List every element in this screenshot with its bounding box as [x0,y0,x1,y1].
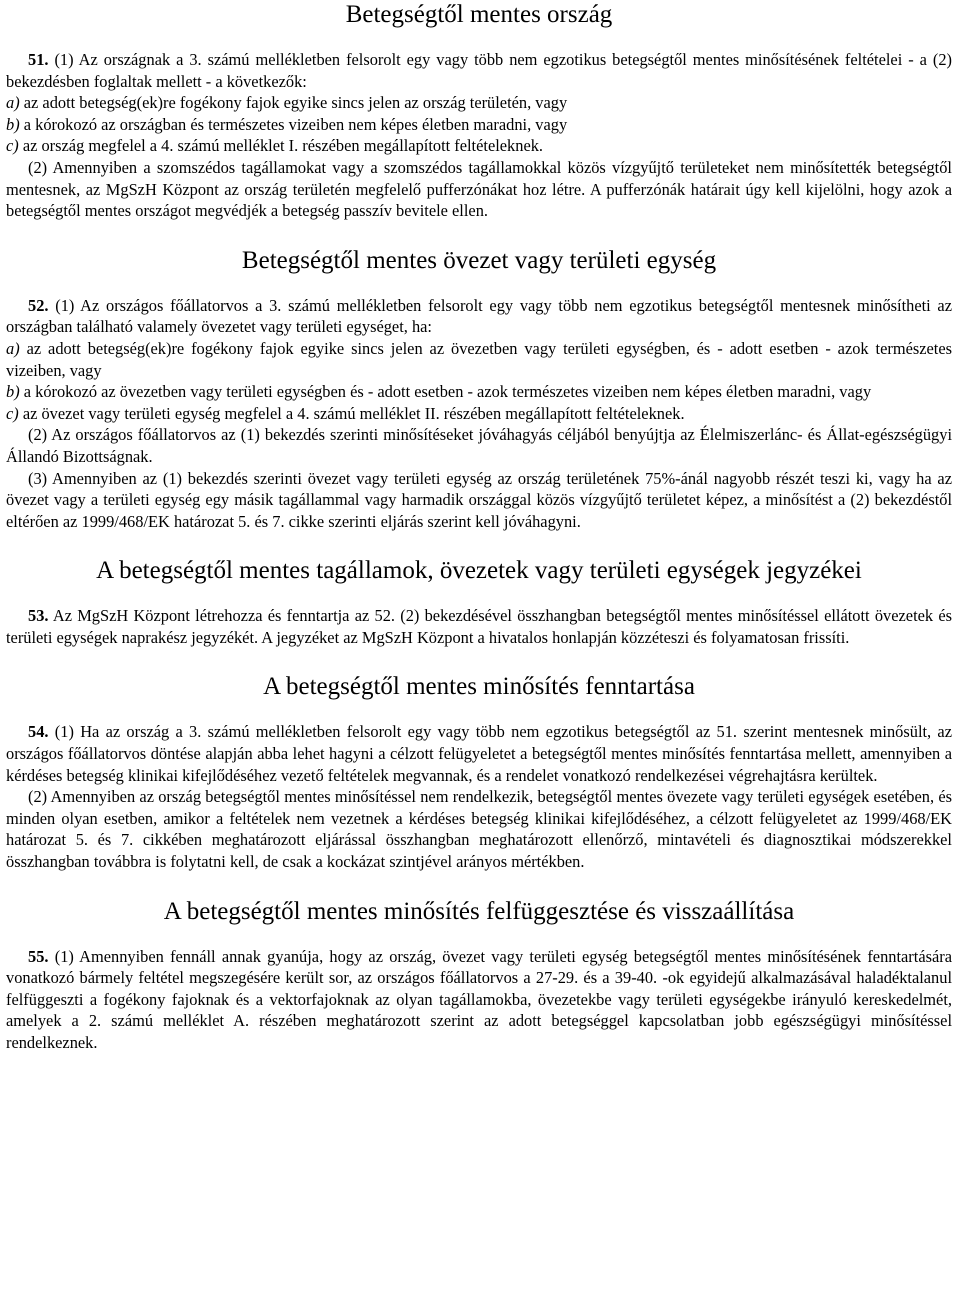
s52-b-label: b) [6,382,20,402]
s51-item-a [6,92,952,114]
s51-item-b [6,114,952,136]
s55-p1-text: (1) Amennyiben fennáll annak gyanúja, hogy az ország, övezet vagy területi egység betegségtől mentes minősítésének fenntartására vonatkozó bármely feltétel megszegésére került sor, az országos főállatorvos a 27-29. és a 39-40. -ok egyidejű alkalmazásával haladéktalanul felfüggeszti a fogékony fajoknak és a vektorfajoknak az olyan tagállamokba, övezetekbe vagy területi egységekbe irányuló kereskedelmét, amelyek a 2. számú melléklet A. részében meghatározott szerint az adott betegséggel kapcsolatban jobb egészségügyi minősítéssel rendelkeznek. [6,946,952,1052]
s51-item-c [6,135,952,157]
s52-p1-text: (1) Az országos főállatorvos a 3. számú mellékletben felsorolt egy vagy több nem egzotikus betegségtől mentesnek minősítheti az országban található valamely övezetet vagy területi egységet, ha: [6,295,952,337]
s52-number: 52. [28,295,49,315]
s53-number: 53. [28,606,49,626]
s54-p1-text: (1) Ha az ország a 3. számú mellékletben felsorolt egy vagy több nem egzotikus betegségtől az 51. szerint mentesnek minősült, az országos főállatorvos döntése alapján abba lehet hagyni a célzott felügyeletet a betegségtől mentes minősítés fenntartása mellett, amennyiben a kérdéses betegség klinikai kifejlődéséhez vezető feltételek megvannak, és a rendelet vonatkozó rendelkezései végrehajtásra kerültek. [6,722,952,785]
section-53 [6,605,952,648]
s52-b-text: a kórokozó az övezetben vagy területi egységben és - adott esetben - azok természetes vizeiben nem képes életben maradni, vagy [23,382,872,402]
section-51 [6,49,952,222]
s54-paragraph-2: (2) Amennyiben az ország betegségtől mentes minősítéssel nem rendelkezik, betegségtől mentes övezete vagy területi egységek esetében, és minden olyan esetben, amikor a feltételek nem vezetnek a kérdéses betegség klinikai kifejlődéséhez, a célzott felügyeletet az 1999/468/EK határozat 5. és 7. cikkében meghatározott eljárással összhangban meghatározott ellenőrző, mintavételi és diagnosztikai módszerekkel összhangban továbbra is folytatni kell, de csak a kockázat szintjével arányos mértékben. [6,787,952,872]
section-54 [6,721,952,872]
s52-c-label: c) [6,403,19,423]
s55-paragraph-1 [6,946,952,1054]
section-heading-fenntartas: A betegségtől mentes minősítés fenntartása [263,673,695,701]
s52-item-b [6,381,952,403]
s51-paragraph-1 [6,49,952,92]
s51-paragraph-2: (2) Amennyiben a szomszédos tagállamokat vagy a szomszédos tagállamokkal közös vízgyűjtő területeket nem minősítették betegségtől mentesnek, az MgSzH Központ az ország területén megfelelő pufferzónákat hoz létre. A pufferzónák határait úgy kell kijelölni, hogy azok a betegségtől mentes országot megvédjék a betegség passzív bevitele ellen. [6,157,952,221]
s51-c-label: c) [6,136,19,156]
s51-number: 51. [28,50,49,69]
s51-b-label: b) [6,114,20,134]
s52-c-text: az övezet vagy területi egység megfelel a 4. számú melléklet II. részében megállapított feltételeknek. [22,403,685,423]
s53-paragraph-1 [6,605,952,648]
s51-a-text: az adott betegség(ek)re fogékony fajok egyike sincs jelen az ország területén, vagy [23,93,568,113]
s52-paragraph-2: (2) Az országos főállatorvos az (1) bekezdés szerinti minősítéseket jóváhagyás céljából benyújtja az Élelmiszerlánc- és Állat-egészségügyi Állandó Bizottságnak. [6,425,952,466]
s51-a-label: a) [6,93,20,113]
s52-paragraph-3: (3) Amennyiben az (1) bekezdés szerinti övezet vagy területi egység az ország területének 75%-ánál nagyobb részét teszi ki, vagy ha az övezet vagy a területi egység egy másik tagállammal vagy harmadik országgal közös vízgyűjtő területet képez, a minősítést a (2) bekezdéstől eltérően az 1999/468/EK határozat 5. és 7. cikke szerinti eljárás szerint kell jóváhagyni. [6,468,952,531]
section-heading-mentes-ovezet: Betegségtől mentes övezet vagy területi egység [241,246,717,274]
section-heading-jegyzekek: A betegségtől mentes tagállamok, övezetek vagy területi egységek jegyzékei [96,557,862,585]
section-55 [6,946,952,1054]
s52-a-text: az adott betegség(ek)re fogékony fajok egyike sincs jelen az övezetben vagy területi egységben, és - adott esetben - azok természetes vizeiben, vagy [6,338,952,380]
section-heading-felfuggesztes: A betegségtől mentes minősítés felfüggesztése és visszaállítása [163,897,795,925]
section-52 [6,295,952,533]
s53-p1-text: Az MgSzH Központ létrehozza és fenntartja az 52. (2) bekezdésével összhangban betegségtől mentes minősítéssel ellátott övezetek és területi egységek naprakész jegyzékét. A jegyzéket az MgSzH Központ a hivatalos honlapján közzéteszi és folyamatosan frissíti. [6,606,952,647]
s52-item-c [6,403,952,425]
s51-p1-text: (1) Az országnak a 3. számú mellékletben felsorolt egy vagy több nem egzotikus betegségtől mentes minősítésének feltételei - a (2) bekezdésben foglaltak mellett - a következők: [6,50,952,91]
s52-a-label: a) [6,338,20,358]
s51-c-text: az ország megfelel a 4. számú melléklet I. részében megállapított feltételeknek. [22,136,544,156]
s52-item-a [6,338,952,381]
s54-number: 54. [28,722,49,742]
s52-paragraph-1 [6,295,952,338]
section-heading-betegsegtol-mentes-orszag: Betegségtől mentes ország [345,1,613,28]
s54-paragraph-1 [6,721,952,786]
s55-number: 55. [28,946,49,966]
s51-b-text: a kórokozó az országban és természetes vizeiben nem képes életben maradni, vagy [23,114,568,134]
